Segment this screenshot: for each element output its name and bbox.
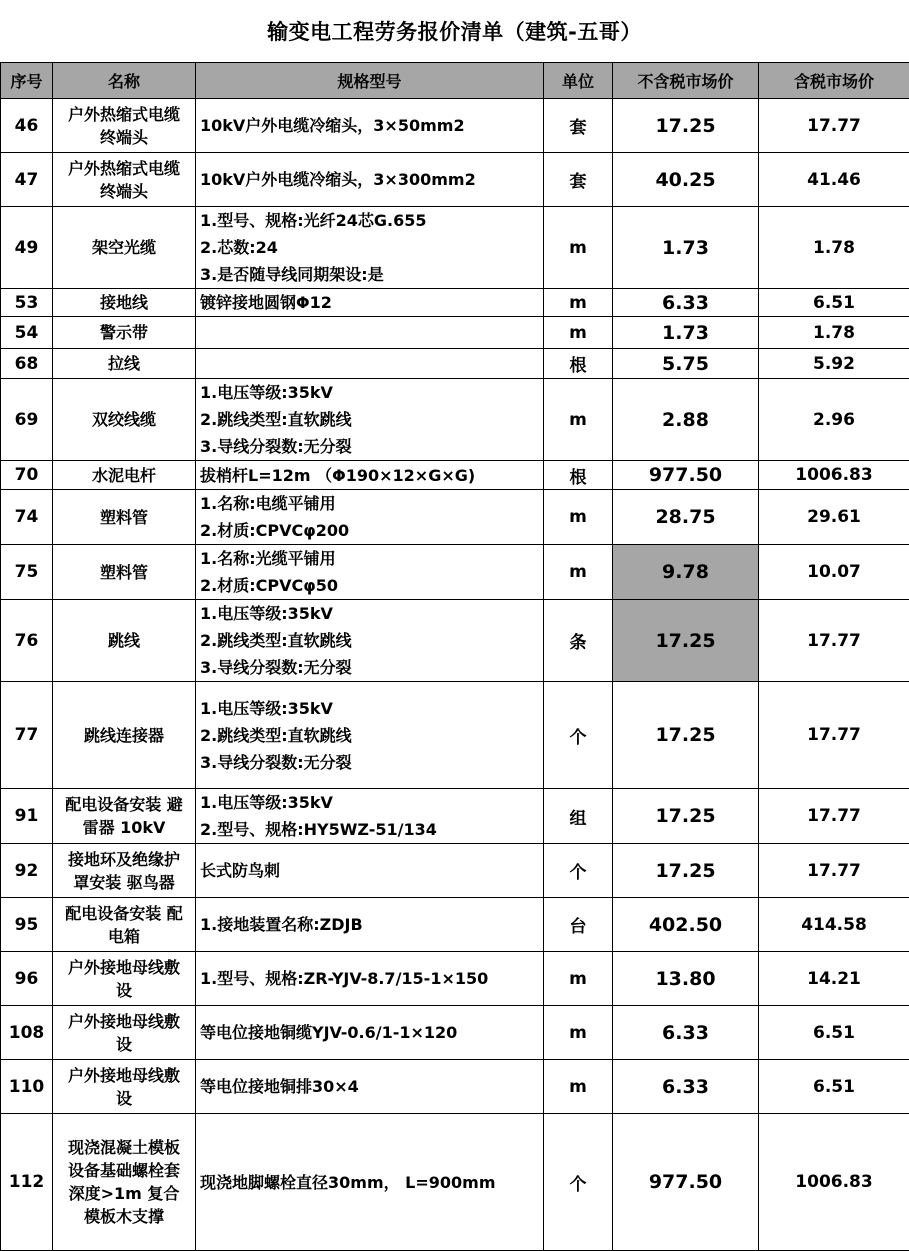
cell-spec[interactable] [196,545,544,600]
cell-spec[interactable] [196,600,544,682]
table-row [1,600,909,682]
cell-price[interactable]: 40.25 [613,153,759,207]
table-row [1,349,909,379]
cell-spec-line: 3.导线分裂数:无分裂 [200,752,352,772]
cell-price[interactable]: 6.33 [613,1060,759,1114]
cell-unit[interactable]: m [544,952,613,1006]
cell-tax-price[interactable]: 2.96 [759,379,909,461]
cell-name-line: 户外接地母线敷 [67,1011,180,1031]
cell-price[interactable]: 17.25 [613,99,759,153]
cell-name-line: 终端头 [99,127,148,147]
cell-spec-line: 1.接地装置名称:ZDJB [200,915,363,934]
cell-no[interactable]: 68 [1,349,53,379]
table-row [1,844,909,898]
cell-spec-line: 2.跳线类型:直软跳线 [200,410,352,429]
cell-spec[interactable] [196,952,544,1006]
cell-price[interactable]: 6.33 [613,289,759,317]
cell-tax-price[interactable]: 6.51 [759,1006,909,1060]
cell-name-line: 深度>1m 复合 [68,1184,180,1203]
cell-spec-line: 1.名称:电缆平铺用 [200,494,336,513]
cell-spec-line: 3.导线分裂数:无分裂 [200,658,352,677]
cell-name-line: 架空光缆 [91,238,156,257]
cell-spec-line: 3.是否随导线同期架设:是 [200,265,384,284]
table-row [1,1060,909,1114]
cell-unit[interactable]: 个 [544,1114,613,1251]
cell-unit[interactable]: 台 [544,898,613,952]
cell-tax-price[interactable]: 6.51 [759,1060,909,1114]
cell-unit[interactable]: m [544,1060,613,1114]
price-table [0,62,909,1251]
cell-name[interactable] [53,349,196,379]
table-row [1,289,909,317]
cell-spec-line: 2.芯数:24 [200,238,278,257]
cell-spec[interactable] [196,289,544,317]
cell-no[interactable]: 112 [1,1114,53,1251]
cell-spec-line: 镀锌接地圆钢Φ12 [200,293,332,312]
cell-name-line: 设 [115,1034,132,1054]
cell-name[interactable] [53,952,196,1006]
table-row [1,1006,909,1060]
cell-price[interactable]: 17.25 [613,600,759,682]
cell-name-line: 警示带 [99,323,148,342]
cell-name-line: 模板木支撑 [83,1207,164,1226]
header-row [1,63,909,99]
cell-no[interactable]: 69 [1,379,53,461]
cell-name[interactable] [53,789,196,844]
table-body [1,99,909,1251]
cell-unit[interactable]: 套 [544,99,613,153]
cell-spec-line: 1.电压等级:35kV [200,698,333,718]
cell-no[interactable]: 76 [1,600,53,682]
cell-spec-line: 1.型号、规格:光纤24芯G.655 [200,211,427,230]
cell-spec-line: 1.型号、规格:ZR-YJV-8.7/15-1×150 [200,969,489,988]
cell-name-line: 塑料管 [99,507,148,527]
cell-name[interactable] [53,153,196,207]
table-row [1,461,909,490]
cell-tax-price[interactable]: 41.46 [759,153,909,207]
cell-spec-line: 长式防鸟刺 [200,861,281,880]
cell-name[interactable] [53,1060,196,1114]
cell-spec[interactable] [196,682,544,789]
cell-price[interactable]: 977.50 [613,1114,759,1251]
cell-name-line: 跳线 [107,631,140,650]
cell-name-line: 跳线连接器 [83,725,164,745]
cell-name-line: 电箱 [107,926,140,946]
cell-unit[interactable]: m [544,490,613,545]
table-row [1,153,909,207]
cell-no[interactable]: 75 [1,545,53,600]
header-cell-name[interactable]: 名称 [53,63,196,99]
cell-name-line: 罩安装 驱鸟器 [73,872,175,892]
table-row [1,207,909,289]
cell-name-line: 接地环及绝缘护 [67,849,180,869]
cell-spec-line: 2.型号、规格:HY5WZ-51/134 [200,820,437,839]
cell-price[interactable]: 1.73 [613,207,759,289]
cell-unit[interactable]: 根 [544,461,613,490]
cell-spec-line: 1.名称:光缆平铺用 [200,549,336,568]
cell-spec[interactable] [196,349,544,379]
cell-spec-line: 等电位接地铜缆YJV-0.6/1-1×120 [200,1023,458,1042]
cell-spec-line: 2.材质:CPVCφ50 [200,576,338,595]
cell-no[interactable]: 47 [1,153,53,207]
cell-spec-line: 1.电压等级:35kV [200,604,333,623]
cell-spec[interactable] [196,1114,544,1251]
cell-no[interactable]: 91 [1,789,53,844]
cell-tax-price[interactable]: 14.21 [759,952,909,1006]
cell-name-line: 现浇混凝土模板 [67,1138,180,1157]
cell-price[interactable]: 5.75 [613,349,759,379]
cell-unit[interactable]: m [544,545,613,600]
cell-name-line: 塑料管 [99,562,148,582]
cell-name-line: 雷器 10kV [82,818,166,837]
cell-tax-price[interactable]: 10.07 [759,545,909,600]
cell-name-line: 设备基础螺栓套 [67,1161,180,1180]
cell-name-line: 户外热缩式电缆 [67,158,180,178]
cell-name[interactable] [53,289,196,317]
header-cell-tax-price[interactable]: 含税市场价 [759,63,909,99]
cell-no[interactable]: 77 [1,682,53,789]
cell-spec-line: 10kV户外电缆冷缩头，3×300mm2 [200,170,476,189]
cell-spec-line: 等电位接地铜排30×4 [200,1077,359,1096]
table-row [1,898,909,952]
cell-spec-line: 3.导线分裂数:无分裂 [200,437,352,456]
cell-unit[interactable]: 个 [544,682,613,789]
cell-no[interactable]: 54 [1,317,53,349]
cell-tax-price[interactable]: 17.77 [759,789,909,844]
table-row [1,1114,909,1251]
cell-name-line: 终端头 [99,181,148,201]
cell-spec-line: 10kV户外电缆冷缩头，3×50mm2 [200,116,465,135]
cell-price[interactable]: 6.33 [613,1006,759,1060]
cell-tax-price[interactable]: 414.58 [759,898,909,952]
cell-tax-price[interactable]: 17.77 [759,682,909,789]
cell-name[interactable] [53,461,196,490]
cell-name-line: 户外接地母线敷 [67,957,180,977]
cell-name[interactable] [53,317,196,349]
cell-price[interactable]: 2.88 [613,379,759,461]
table-row [1,682,909,789]
header-cell-spec[interactable]: 规格型号 [196,63,544,99]
cell-no[interactable]: 95 [1,898,53,952]
table-row [1,99,909,153]
table-row [1,379,909,461]
cell-price[interactable]: 17.25 [613,682,759,789]
table-row [1,490,909,545]
table-row [1,952,909,1006]
cell-unit[interactable]: m [544,317,613,349]
cell-spec-line: 1.电压等级:35kV [200,383,333,402]
cell-no[interactable]: 46 [1,99,53,153]
cell-spec[interactable] [196,99,544,153]
cell-price[interactable]: 1.73 [613,317,759,349]
cell-tax-price[interactable]: 1006.83 [759,1114,909,1251]
cell-name[interactable] [53,379,196,461]
cell-name[interactable] [53,1006,196,1060]
page-title: 输变电工程劳务报价清单（建筑-五哥） [267,20,642,44]
cell-spec[interactable] [196,207,544,289]
cell-name[interactable] [53,844,196,898]
cell-spec-line: 现浇地脚螺栓直径30mm， L=900mm [200,1172,496,1192]
cell-price[interactable]: 28.75 [613,490,759,545]
table-row [1,317,909,349]
cell-spec[interactable] [196,153,544,207]
cell-name[interactable] [53,898,196,952]
cell-name-line: 配电设备安装 避 [65,795,183,814]
cell-spec[interactable] [196,844,544,898]
cell-tax-price[interactable]: 17.77 [759,600,909,682]
header-cell-no[interactable]: 序号 [1,63,53,99]
cell-unit[interactable]: 组 [544,789,613,844]
cell-name[interactable] [53,600,196,682]
cell-spec-line: 2.材质:CPVCφ200 [200,521,350,540]
cell-price[interactable]: 402.50 [613,898,759,952]
cell-name[interactable] [53,490,196,545]
cell-spec[interactable] [196,317,544,349]
cell-no[interactable]: 92 [1,844,53,898]
cell-spec[interactable] [196,1060,544,1114]
cell-tax-price[interactable]: 1.78 [759,317,909,349]
cell-no[interactable]: 49 [1,207,53,289]
cell-price[interactable]: 13.80 [613,952,759,1006]
cell-no[interactable]: 74 [1,490,53,545]
cell-name-line: 配电设备安装 配 [65,903,183,923]
cell-spec-line: 2.跳线类型:直软跳线 [200,631,352,650]
cell-no[interactable]: 53 [1,289,53,317]
cell-name-line: 户外接地母线敷 [67,1065,180,1085]
header-cell-unit[interactable]: 单位 [544,63,613,99]
cell-name[interactable] [53,99,196,153]
cell-name-line: 设 [115,1088,132,1108]
cell-unit[interactable]: 条 [544,600,613,682]
cell-unit[interactable]: 套 [544,153,613,207]
cell-name-line: 拉线 [107,354,140,373]
cell-spec[interactable] [196,490,544,545]
cell-spec-line: 1.电压等级:35kV [200,793,333,812]
table-row [1,545,909,600]
cell-tax-price[interactable]: 29.61 [759,490,909,545]
cell-name-line: 水泥电杆 [91,465,156,485]
cell-name-line: 设 [115,980,132,1000]
cell-unit[interactable]: m [544,289,613,317]
cell-tax-price[interactable]: 5.92 [759,349,909,379]
cell-spec-line: 拔梢杆L=12m （Φ190×12×G×G) [200,465,476,485]
cell-name[interactable] [53,682,196,789]
cell-spec[interactable] [196,461,544,490]
cell-tax-price[interactable]: 17.77 [759,99,909,153]
cell-spec[interactable] [196,898,544,952]
cell-no[interactable]: 70 [1,461,53,490]
cell-name[interactable] [53,207,196,289]
cell-name-line: 户外热缩式电缆 [67,104,180,124]
header-cell-price[interactable]: 不含税市场价 [613,63,759,99]
cell-name[interactable] [53,545,196,600]
cell-spec[interactable] [196,1006,544,1060]
cell-tax-price[interactable]: 1.78 [759,207,909,289]
cell-price[interactable]: 17.25 [613,789,759,844]
cell-no[interactable]: 110 [1,1060,53,1114]
cell-unit[interactable]: 根 [544,349,613,379]
cell-name-line: 双绞线缆 [91,410,156,429]
cell-name[interactable] [53,1114,196,1251]
cell-unit[interactable]: m [544,379,613,461]
cell-unit[interactable]: m [544,207,613,289]
cell-spec[interactable] [196,379,544,461]
cell-no[interactable]: 96 [1,952,53,1006]
cell-tax-price[interactable]: 6.51 [759,289,909,317]
cell-tax-price[interactable]: 17.77 [759,844,909,898]
cell-price[interactable]: 977.50 [613,461,759,490]
cell-no[interactable]: 108 [1,1006,53,1060]
cell-spec[interactable] [196,789,544,844]
cell-spec-line: 2.跳线类型:直软跳线 [200,725,352,745]
table-row [1,789,909,844]
cell-unit[interactable]: m [544,1006,613,1060]
cell-price[interactable]: 17.25 [613,844,759,898]
cell-unit[interactable]: 个 [544,844,613,898]
cell-tax-price[interactable]: 1006.83 [759,461,909,490]
cell-price[interactable]: 9.78 [613,545,759,600]
cell-name-line: 接地线 [99,293,148,312]
